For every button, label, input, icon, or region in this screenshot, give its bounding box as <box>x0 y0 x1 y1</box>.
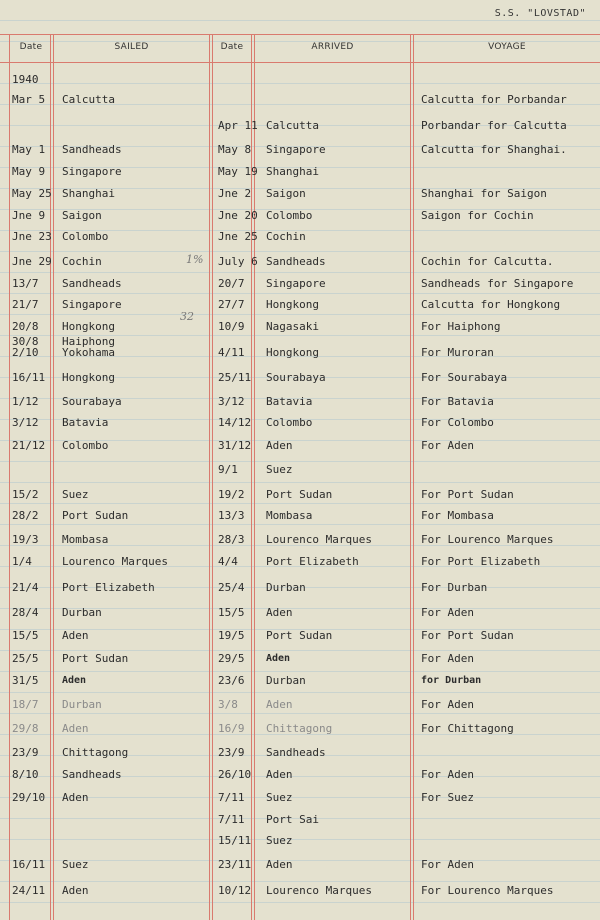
arrived-date: 15/11 <box>218 834 252 847</box>
voyage-text: For Aden <box>421 768 474 781</box>
voyage-text: For Durban <box>421 581 488 594</box>
arrived-date: 10/9 <box>218 320 245 333</box>
voyage-text: For Colombo <box>421 416 494 429</box>
sailed-date: 20/8 <box>12 320 39 333</box>
voyage-text: Shanghai for Saigon <box>421 187 547 200</box>
arrived-port: Lourenco Marques <box>266 884 372 897</box>
sailed-date: 21/12 <box>12 439 46 452</box>
sailed-date: 15/5 <box>12 629 39 642</box>
arrived-date: 20/7 <box>218 277 245 290</box>
voyage-text: For Port Elizabeth <box>421 555 541 568</box>
arrived-date: 10/12 <box>218 884 252 897</box>
sailed-port: Durban <box>62 606 102 619</box>
arrived-port: Hongkong <box>266 298 319 311</box>
voyage-text: For Aden <box>421 652 474 665</box>
voyage-text: Sandheads for Singapore <box>421 277 574 290</box>
sailed-port: Suez <box>62 488 89 501</box>
arrived-port: Suez <box>266 834 293 847</box>
rule-arrived-place <box>410 34 411 920</box>
header-bottom-rule <box>0 62 600 63</box>
arrived-date: Jne 20 <box>218 209 258 222</box>
arrived-port: Colombo <box>266 209 313 222</box>
arrived-date: 3/8 <box>218 698 238 711</box>
arrived-date: 14/12 <box>218 416 252 429</box>
voyage-text: For Mombasa <box>421 509 494 522</box>
arrived-date: 4/11 <box>218 346 245 359</box>
arrived-date: Apr 11 <box>218 119 258 132</box>
voyage-text: for Durban <box>421 675 482 686</box>
arrived-date: July 6 <box>218 255 258 268</box>
header-arrived: ARRIVED <box>311 42 354 52</box>
voyage-text: For Muroran <box>421 346 494 359</box>
arrived-port: Aden <box>266 698 293 711</box>
sailed-port: Hongkong <box>62 320 115 333</box>
arrived-port: Suez <box>266 791 293 804</box>
sailed-port: Chittagong <box>62 746 129 759</box>
arrived-date: 23/11 <box>218 858 252 871</box>
voyage-text: For Aden <box>421 858 474 871</box>
sailed-date: 28/2 <box>12 509 39 522</box>
sailed-port: Colombo <box>62 439 109 452</box>
arrived-date: 23/6 <box>218 674 245 687</box>
voyage-text: For Port Sudan <box>421 629 514 642</box>
arrived-port: Mombasa <box>266 509 313 522</box>
arrived-port: Port Elizabeth <box>266 555 359 568</box>
sailed-date: 25/5 <box>12 652 39 665</box>
voyage-text: Calcutta for Shanghai. <box>421 143 567 156</box>
sailed-date: 8/10 <box>12 768 39 781</box>
sailed-port: Mombasa <box>62 533 109 546</box>
header-date-arrived: Date <box>220 42 244 52</box>
voyage-text: For Batavia <box>421 395 494 408</box>
arrived-date: 4/4 <box>218 555 238 568</box>
sailed-port: Sourabaya <box>62 395 122 408</box>
arrived-port: Port Sudan <box>266 488 333 501</box>
sailed-port: Haiphong <box>62 335 115 348</box>
sailed-date: 30/8 <box>12 335 39 348</box>
arrived-port: Aden <box>266 858 293 871</box>
arrived-port: Aden <box>266 768 293 781</box>
arrived-date: 25/11 <box>218 371 252 384</box>
sailed-date: 21/7 <box>12 298 39 311</box>
arrived-date: 25/4 <box>218 581 245 594</box>
sailed-date: Jne 23 <box>12 230 52 243</box>
sailed-date: 1/4 <box>12 555 32 568</box>
sailed-date: May 9 <box>12 165 46 178</box>
sailed-port: Yokohama <box>62 346 115 359</box>
sailed-port: Aden <box>62 675 87 686</box>
voyage-text: For Haiphong <box>421 320 501 333</box>
arrived-date: 27/7 <box>218 298 245 311</box>
sailed-date: 16/11 <box>12 858 46 871</box>
arrived-date: 23/9 <box>218 746 245 759</box>
arrived-port: Saigon <box>266 187 306 200</box>
arrived-date: 16/9 <box>218 722 245 735</box>
sailed-port: Suez <box>62 858 89 871</box>
sailed-date: 18/7 <box>12 698 39 711</box>
sailed-date: 24/11 <box>12 884 46 897</box>
sailed-port: Aden <box>62 791 89 804</box>
sailed-date: Jne 29 <box>12 255 52 268</box>
arrived-date: 28/3 <box>218 533 245 546</box>
ship-title: S.S. "LOVSTAD" <box>494 8 586 19</box>
sailed-port: Hongkong <box>62 371 115 384</box>
header-top-rule <box>0 34 600 35</box>
arrived-port: Port Sudan <box>266 629 333 642</box>
arrived-port: Batavia <box>266 395 313 408</box>
sailed-date: 23/9 <box>12 746 39 759</box>
arrived-date: May 19 <box>218 165 258 178</box>
sailed-date: May 25 <box>12 187 52 200</box>
sailed-port: Aden <box>62 629 89 642</box>
sailed-port: Port Sudan <box>62 652 129 665</box>
arrived-port: Singapore <box>266 143 326 156</box>
arrived-port: Sandheads <box>266 746 326 759</box>
sailed-port: Port Sudan <box>62 509 129 522</box>
sailed-port: Sandheads <box>62 768 122 781</box>
header-date-sailed: Date <box>19 42 43 52</box>
sailed-date: 13/7 <box>12 277 39 290</box>
rule-left <box>9 34 10 920</box>
sailed-date: 19/3 <box>12 533 39 546</box>
sailed-port: Saigon <box>62 209 102 222</box>
arrived-date: 7/11 <box>218 791 245 804</box>
sailed-port: Aden <box>62 884 89 897</box>
voyage-text: For Aden <box>421 698 474 711</box>
arrived-date: 31/12 <box>218 439 252 452</box>
voyage-text: For Chittagong <box>421 722 514 735</box>
arrived-port: Chittagong <box>266 722 333 735</box>
sailed-port: Lourenco Marques <box>62 555 168 568</box>
arrived-port: Suez <box>266 463 293 476</box>
arrived-port: Singapore <box>266 277 326 290</box>
arrived-date: 19/2 <box>218 488 245 501</box>
arrived-port: Hongkong <box>266 346 319 359</box>
arrived-date: 9/1 <box>218 463 238 476</box>
sailed-date: 29/10 <box>12 791 46 804</box>
sailed-port: Calcutta <box>62 93 115 106</box>
arrived-port: Aden <box>266 653 291 664</box>
voyage-text: For Aden <box>421 439 474 452</box>
arrived-port: Aden <box>266 606 293 619</box>
voyage-text: Calcutta for Porbandar <box>421 93 567 106</box>
sailed-date: 16/11 <box>12 371 46 384</box>
arrived-date: May 8 <box>218 143 252 156</box>
voyage-text: For Port Sudan <box>421 488 514 501</box>
arrived-port: Colombo <box>266 416 313 429</box>
voyage-text: Calcutta for Hongkong <box>421 298 561 311</box>
arrived-date: 19/5 <box>218 629 245 642</box>
arrived-date: Jne 2 <box>218 187 252 200</box>
voyage-text: For Sourabaya <box>421 371 508 384</box>
sailed-date: 1/12 <box>12 395 39 408</box>
sailed-port: Cochin <box>62 255 102 268</box>
sailed-port: Batavia <box>62 416 109 429</box>
sailed-port: Singapore <box>62 298 122 311</box>
voyage-text: For Aden <box>421 606 474 619</box>
sailed-port: Durban <box>62 698 102 711</box>
pencil-note: 32 <box>180 310 194 323</box>
sailed-date: May 1 <box>12 143 46 156</box>
sailed-port: Aden <box>62 722 89 735</box>
arrived-date: Jne 25 <box>218 230 258 243</box>
arrived-date: 29/5 <box>218 652 245 665</box>
arrived-port: Calcutta <box>266 119 319 132</box>
rule-sailed-date <box>50 34 51 920</box>
sailed-date: 28/4 <box>12 606 39 619</box>
sailed-date: 31/5 <box>12 674 39 687</box>
arrived-date: 15/5 <box>218 606 245 619</box>
arrived-port: Sandheads <box>266 255 326 268</box>
arrived-date: 13/3 <box>218 509 245 522</box>
header-voyage: VOYAGE <box>488 42 526 52</box>
sailed-date: 15/2 <box>12 488 39 501</box>
sailed-port: Sandheads <box>62 143 122 156</box>
arrived-port: Nagasaki <box>266 320 319 333</box>
arrived-port: Durban <box>266 674 306 687</box>
pencil-note: 1% <box>186 253 204 266</box>
arrived-port: Sourabaya <box>266 371 326 384</box>
year: 1940 <box>12 73 39 86</box>
voyage-text: For Lourenco Marques <box>421 533 554 546</box>
voyage-text: For Suez <box>421 791 474 804</box>
arrived-port: Aden <box>266 439 293 452</box>
sailed-port: Sandheads <box>62 277 122 290</box>
sailed-date: 29/8 <box>12 722 39 735</box>
arrived-date: 7/11 <box>218 813 245 826</box>
arrived-date: 3/12 <box>218 395 245 408</box>
sailed-date: 2/10 <box>12 346 39 359</box>
arrived-port: Cochin <box>266 230 306 243</box>
sailed-port: Shanghai <box>62 187 115 200</box>
voyage-text: Porbandar for Calcutta <box>421 119 567 132</box>
rule-sailed-place <box>209 34 210 920</box>
arrived-date: 26/10 <box>218 768 252 781</box>
arrived-port: Lourenco Marques <box>266 533 372 546</box>
sailed-date: Jne 9 <box>12 209 46 222</box>
sailed-date: Mar 5 <box>12 93 46 106</box>
voyage-text: Cochin for Calcutta. <box>421 255 554 268</box>
sailed-date: 21/4 <box>12 581 39 594</box>
sailed-port: Port Elizabeth <box>62 581 155 594</box>
arrived-port: Durban <box>266 581 306 594</box>
voyage-text: For Lourenco Marques <box>421 884 554 897</box>
header-sailed: SAILED <box>114 42 149 52</box>
arrived-port: Shanghai <box>266 165 319 178</box>
sailed-port: Singapore <box>62 165 122 178</box>
sailed-port: Colombo <box>62 230 109 243</box>
arrived-port: Port Sai <box>266 813 319 826</box>
sailed-date: 3/12 <box>12 416 39 429</box>
voyage-text: Saigon for Cochin <box>421 209 534 222</box>
